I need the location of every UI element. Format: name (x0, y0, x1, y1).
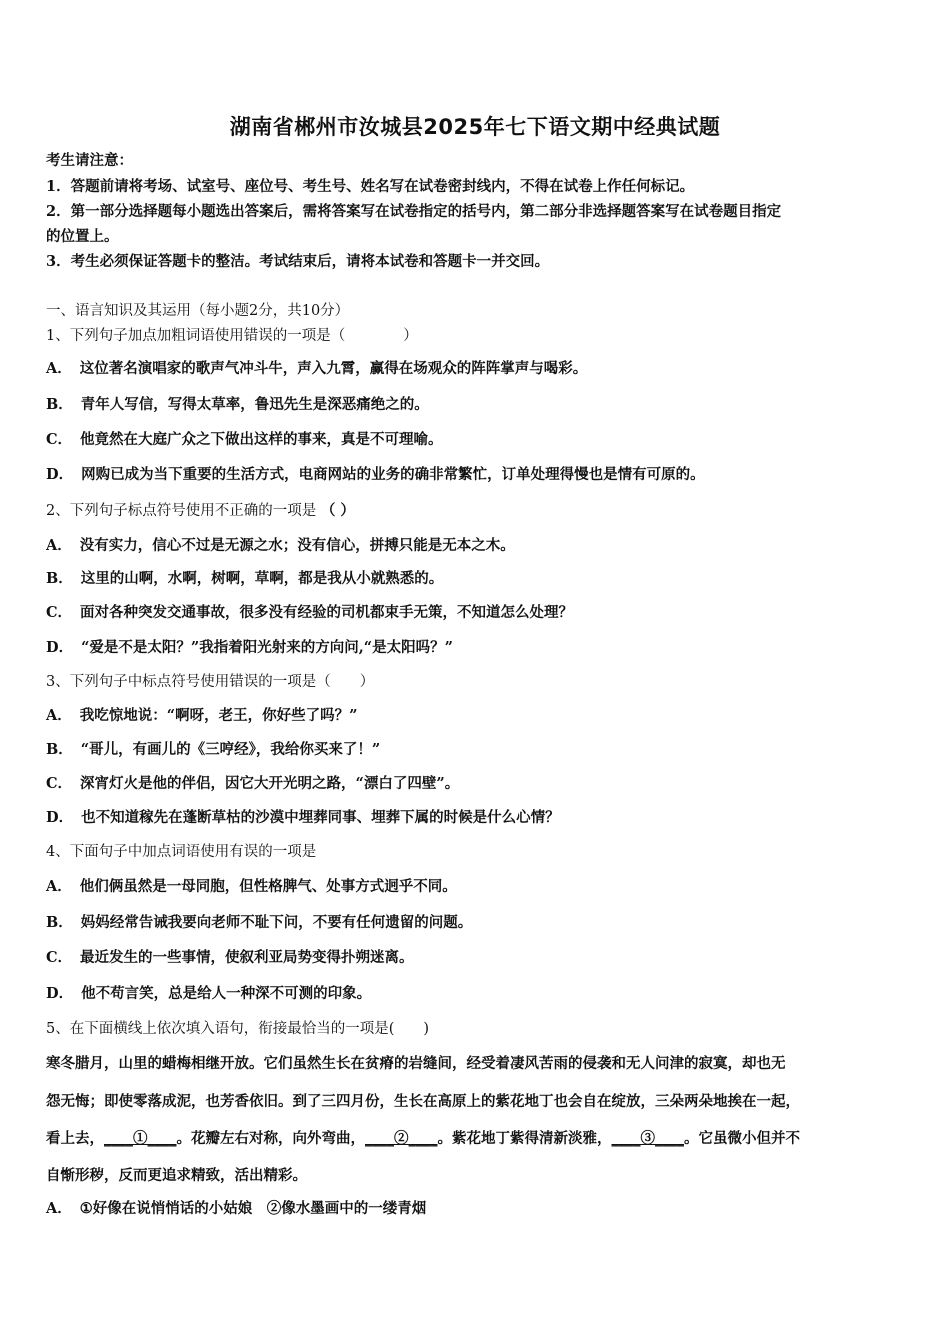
question-1-stem: 1、下列句子加点加粗词语使用错误的一项是（ ） (46, 328, 418, 344)
option-letter: A． (46, 360, 72, 377)
option-text: 面对各种突发交通事故，很多没有经验的司机都束手无策，不知道怎么处理？ (80, 604, 574, 621)
passage-text: 看上去， (46, 1130, 104, 1147)
option-letter: C． (46, 604, 73, 621)
option-text: 也不知道稼先在蓬断草枯的沙漠中埋葬同事、埋葬下属的时候是什么心情？ (81, 809, 560, 826)
blank-1: ____①____ (104, 1130, 177, 1147)
question-3-option-c (46, 774, 459, 794)
question-1-option-d (46, 465, 705, 485)
option-letter: D． (46, 639, 74, 656)
option-text: “哥儿，有画儿的《三哼经》，我给你买来了！” (80, 741, 381, 758)
option-text: 青年人写信，写得太草率，鲁迅先生是深恶痛绝之的。 (80, 396, 429, 413)
option-letter: D． (46, 985, 74, 1002)
question-2-option-a (46, 536, 515, 556)
question-4-stem: 4、下面句子中加点词语使用有误的一项是 (46, 844, 317, 860)
notice-item-1: 1．答题前请将考场、试室号、座位号、考生号、姓名写在试卷密封线内，不得在试卷上作任何标记。 (46, 178, 695, 195)
question-2-option-d (46, 638, 453, 658)
question-3-option-a (46, 706, 357, 726)
question-5-passage-line-2: 怨无悔；即使零落成泥，也芳香依旧。到了三四月份，生长在高原上的紫花地丁也会自在绽放，三朵两朵地挨在一起， (46, 1093, 800, 1110)
question-1-option-b (46, 395, 429, 415)
option-text: 我吃惊地说：“啊呀，老王，你好些了吗？” (79, 707, 358, 724)
question-2-stem-text: 2、下列句子标点符号使用不正确的一项是 (46, 503, 317, 519)
notice-item-2-cont: 的位置上。 (46, 228, 119, 245)
option-text: 他们俩虽然是一母同胞，但性格脾气、处事方式迥乎不同。 (79, 878, 457, 895)
question-5-passage-line-3 (46, 1129, 800, 1149)
option-letter: A． (46, 1200, 72, 1217)
option-letter: A． (46, 878, 72, 895)
question-5-stem: 5、在下面横线上依次填入语句，衔接最恰当的一项是( ) (46, 1021, 430, 1037)
option-text: “爱是不是太阳？”我指着阳光射来的方向问,“是太阳吗？” (81, 639, 453, 656)
question-3-option-b (46, 740, 380, 760)
question-3-option-d (46, 808, 560, 828)
passage-text: 。紫花地丁紫得清新淡雅， (437, 1130, 612, 1147)
option-text: 这里的山啊，水啊，树啊，草啊，都是我从小就熟悉的。 (80, 570, 444, 587)
notice-item-2: 2．第一部分选择题每小题选出答案后，需将答案写在试卷指定的括号内，第二部分非选择题答案写在试卷题目指定 (46, 203, 782, 220)
option-text: 这位著名演唱家的歌声气冲斗牛，声入九霄，赢得在场观众的阵阵掌声与喝彩。 (79, 360, 588, 377)
question-4-option-c (46, 948, 414, 968)
question-4-option-a (46, 877, 457, 897)
question-2-option-b (46, 569, 443, 589)
option-letter: C． (46, 775, 73, 792)
option-text: 妈妈经常告诫我要向老师不耻下问，不要有任何遗留的问题。 (80, 914, 473, 931)
option-letter: B． (46, 741, 73, 758)
question-5-passage-line-4: 自惭形秽，反而更追求精致，活出精彩。 (46, 1167, 307, 1184)
option-letter: A． (46, 707, 72, 724)
question-1-option-a (46, 359, 587, 379)
section-heading: 一、语言知识及其运用（每小题2分，共10分） (46, 303, 350, 319)
option-letter: D． (46, 809, 74, 826)
option-text: 他不苟言笑，总是给人一种深不可测的印象。 (81, 985, 372, 1002)
answer-paren: （ ） (320, 502, 355, 519)
option-text: 最近发生的一些事情，使叙利亚局势变得扑朔迷离。 (80, 949, 414, 966)
option-letter: B． (46, 914, 73, 931)
option-text: 网购已成为当下重要的生活方式，电商网站的业务的确非常繁忙，订单处理得慢也是情有可原的。 (81, 466, 705, 483)
option-text: 他竟然在大庭广众之下做出这样的事来，真是不可理喻。 (80, 431, 443, 448)
option-letter: B． (46, 396, 73, 413)
notice-item-3: 3．考生必须保证答题卡的整洁。考试结束后，请将本试卷和答题卡一并交回。 (46, 253, 550, 270)
option-text: 没有实力，信心不过是无源之水；没有信心，拼搏只能是无本之木。 (79, 537, 515, 554)
question-5-option-a (46, 1199, 426, 1219)
question-2-option-c (46, 603, 573, 623)
option-letter: C． (46, 431, 73, 448)
passage-text: 。花瓣左右对称，向外弯曲， (176, 1130, 365, 1147)
option-letter: C． (46, 949, 73, 966)
passage-text: 。它虽微小但并不 (684, 1130, 800, 1147)
page-title: 湖南省郴州市汝城县2025年七下语文期中经典试题 (229, 115, 721, 139)
notice-heading: 考生请注意： (46, 152, 133, 169)
option-letter: A． (46, 537, 72, 554)
option-text: 深宵灯火是他的伴侣，因它大开光明之路，“漂白了四壁”。 (80, 775, 460, 792)
question-4-option-b (46, 913, 472, 933)
question-3-stem: 3、下列句子中标点符号使用错误的一项是（ ） (46, 674, 375, 690)
blank-2: ____②____ (365, 1130, 438, 1147)
question-5-passage-line-1: 寒冬腊月，山里的蜡梅相继开放。它们虽然生长在贫瘠的岩缝间，经受着凄风苦雨的侵袭和无人问津的寂寞，却也无 (46, 1055, 786, 1072)
question-1-option-c (46, 430, 443, 450)
question-4-option-d (46, 984, 371, 1004)
blank-3: ____③____ (611, 1130, 684, 1147)
option-letter: B． (46, 570, 73, 587)
question-2-stem (46, 501, 355, 521)
option-text: ①好像在说悄悄话的小姑娘 ②像水墨画中的一缕青烟 (79, 1200, 427, 1217)
option-letter: D． (46, 466, 74, 483)
